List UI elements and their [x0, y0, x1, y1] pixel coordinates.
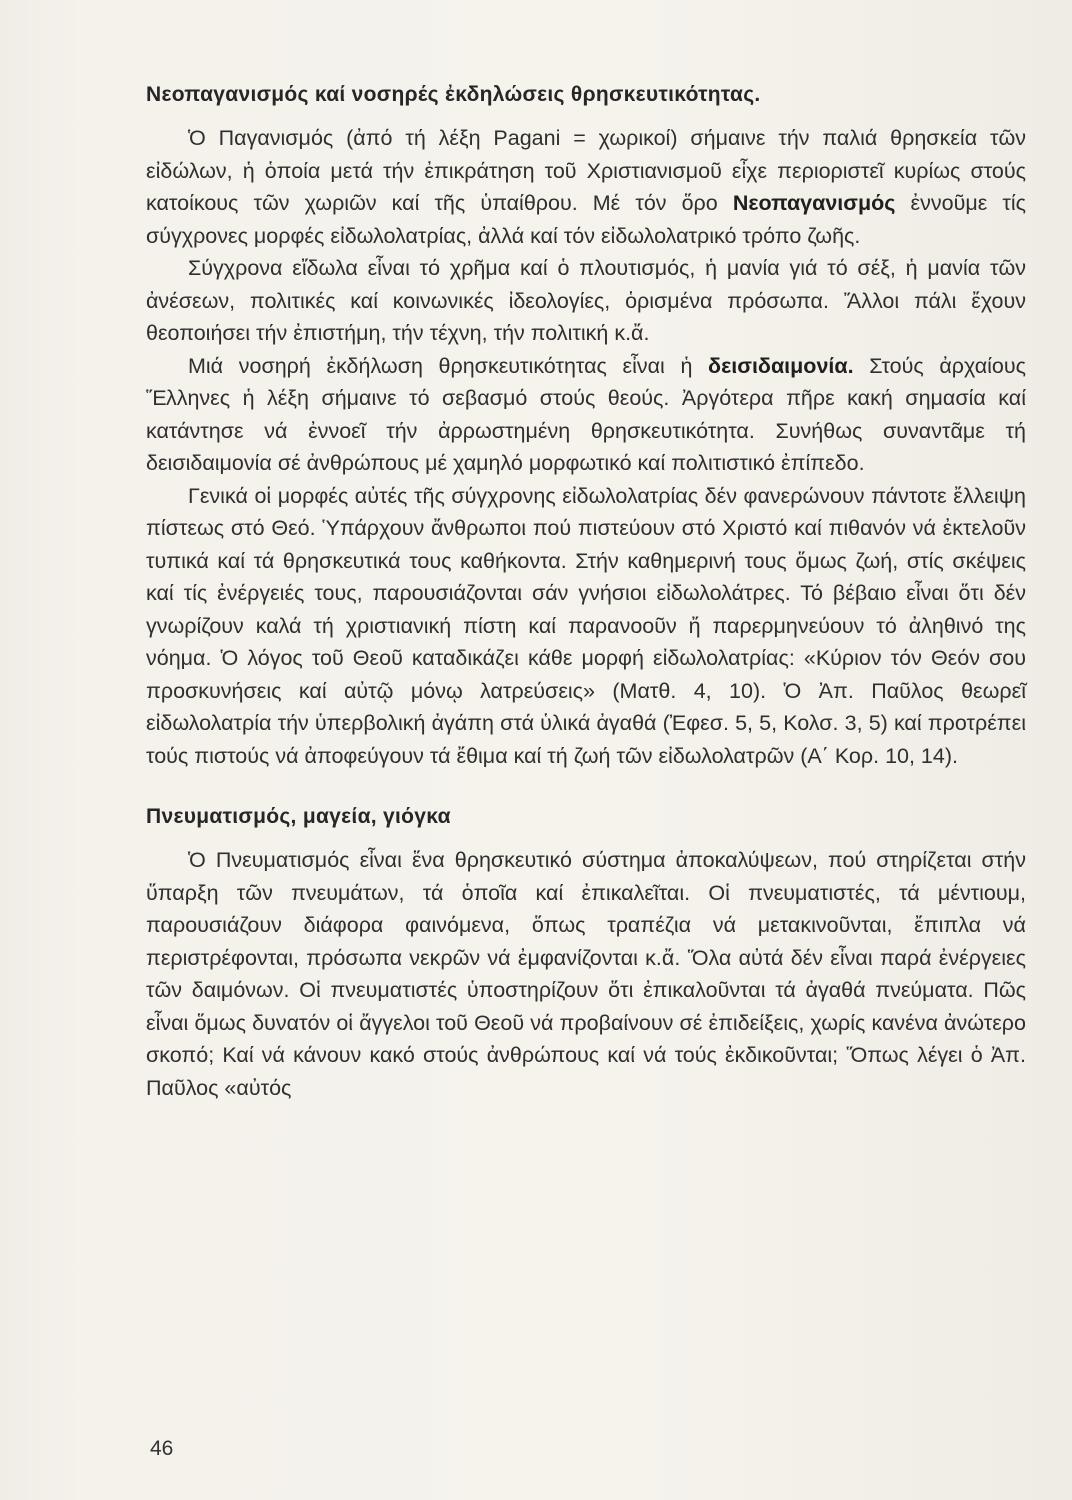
bold-term: δεισιδαιμονία. — [708, 353, 854, 378]
section-heading-neopaganism: Νεοπαγανισμός καί νοσηρές ἐκδηλώσεις θρησκευτικότητας. — [146, 83, 761, 106]
text-run: Μιά νοσηρή ἐκδήλωση θρησκευτικότητας εἶναι ἡ — [188, 353, 709, 378]
section-heading-spiritism: Πνευματισμός, μαγεία, γιόγκα — [146, 805, 451, 828]
page-content — [146, 80, 1026, 1104]
page-number: 46 — [150, 1437, 174, 1460]
text-run: Ὁ Παγανισμός (ἀπό τή λέξη Pagani = χωρικοί) σήμαινε τήν παλιά θρησκεία τῶν εἰδώλων, ἡ ὁποία μετά τήν ἐπικράτηση τοῦ Χριστιανισμοῦ εἶχε περιοριστεῖ κυρίως στούς κατοίκους τῶν χωριῶν καί τῆς ὑπαίθρου. Μέ τόν ὅρο — [146, 126, 1026, 215]
text-run: ἐννοῦμε τίς σύγχρονες μορφές εἰδωλολατρίας, ἀλλά καί τόν εἰδωλολατρικό τρόπο ζωῆς. — [146, 191, 1026, 248]
paragraph: Σύγχρονα εἴδωλα εἶναι τό χρῆμα καί ὁ πλουτισμός, ἡ μανία γιά τό σέξ, ἡ μανία τῶν ἀνέσεων, πολιτικές καί κοινωνικές ἰδεολογίες, ὁρισμένα πρόσωπα. Ἄλλοι πάλι ἔχουν θεοποιήσει τήν ἐπιστήμη, τήν τέχνη, τήν πολιτική κ.ἄ. — [146, 256, 1026, 345]
paragraph: Ὁ Πνευματισμός εἶναι ἕνα θρησκευτικό σύστημα ἀποκαλύψεων, πού στηρίζεται στήν ὕπαρξη τῶν πνευμάτων, τά ὁποῖα καί ἐπικαλεῖται. Οἱ πνευματιστές, τά μέντιουμ, παρουσιάζουν διάφορα φαινόμενα, ὅπως τραπέζια νά μετακινοῦνται, ἔπιπλα νά περιστρέφονται, πρόσωπα νεκρῶν νά ἐμφανίζονται κ.ἄ. Ὅλα αὐτά δέν εἶναι παρά ἐνέργειες τῶν δαιμόνων. Οἱ πνευματιστές ὑποστηρίζουν ὅτι ἐπικαλοῦνται τά ἀγαθά πνεύματα. Πῶς εἶναι ὅμως δυνατόν οἱ ἄγγελοι τοῦ Θεοῦ νά προβαίνουν σέ ἐπιδείξεις, χωρίς κανένα ἀνώτερο σκοπό; Καί νά κάνουν κακό στούς ἀνθρώπους καί νά τούς ἐκδικοῦνται; Ὅπως λέγει ὁ Ἀπ. Παῦλος «αὐτός — [146, 848, 1026, 1100]
bold-term: Νεοπαγανισμός — [732, 191, 896, 215]
paragraph — [146, 122, 1026, 252]
paragraph: Γενικά οἱ μορφές αὐτές τῆς σύγχρονης εἰδωλολατρίας δέν φανερώνουν πάντοτε ἔλλειψη πίστεως στό Θεό. Ὑπάρχουν ἄνθρωποι πού πιστεύουν στό Χριστό καί πιθανόν νά ἐκτελοῦν τυπικά καί τά θρησκευτικά τους καθήκοντα. Στήν καθημερινή τους ὅμως ζωή, στίς σκέψεις καί τίς ἐνέργειές τους, παρουσιάζονται σάν γνήσιοι εἰδωλολάτρες. Τό βέβαιο εἶναι ὅτι δέν γνωρίζουν καλά τή χριστιανική πίστη καί παρανοοῦν ἤ παρερμηνεύουν τό ἀληθινό της νόημα. Ὁ λόγος τοῦ Θεοῦ καταδικάζει κάθε μορφή εἰδωλολατρίας: «Κύριον τόν Θεόν σου προσκυνήσεις καί αὐτῷ μόνῳ λατρεύσεις» (Ματθ. 4, 10). Ὁ Ἀπ. Παῦλος θεωρεῖ εἰδωλολατρία τήν ὑπερβολική ἀγάπη στά ὑλικά ἀγαθά (Ἐφεσ. 5, 5, Κολσ. 3, 5) καί προτρέπει τούς πιστούς νά ἀποφεύγουν τά ἔθιμα καί τή ζωή τῶν εἰδωλολατρῶν (Α΄ Κορ. 10, 14). — [146, 483, 1026, 768]
paragraph — [146, 350, 1026, 480]
text-run: Στούς ἀρχαίους Ἕλληνες ἡ λέξη σήμαινε τό σεβασμό στούς θεούς. Ἀργότερα πῆρε κακή σημασία καί κατάντησε νά ἐννοεῖ τήν ἀρρωστημένη θρησκευτικότητα. Συνήθως συναντᾶμε τή δεισιδαιμονία σέ ἀνθρώπους μέ χαμηλό μορφωτικό καί πολιτιστικό ἐπίπεδο. — [146, 353, 1026, 475]
